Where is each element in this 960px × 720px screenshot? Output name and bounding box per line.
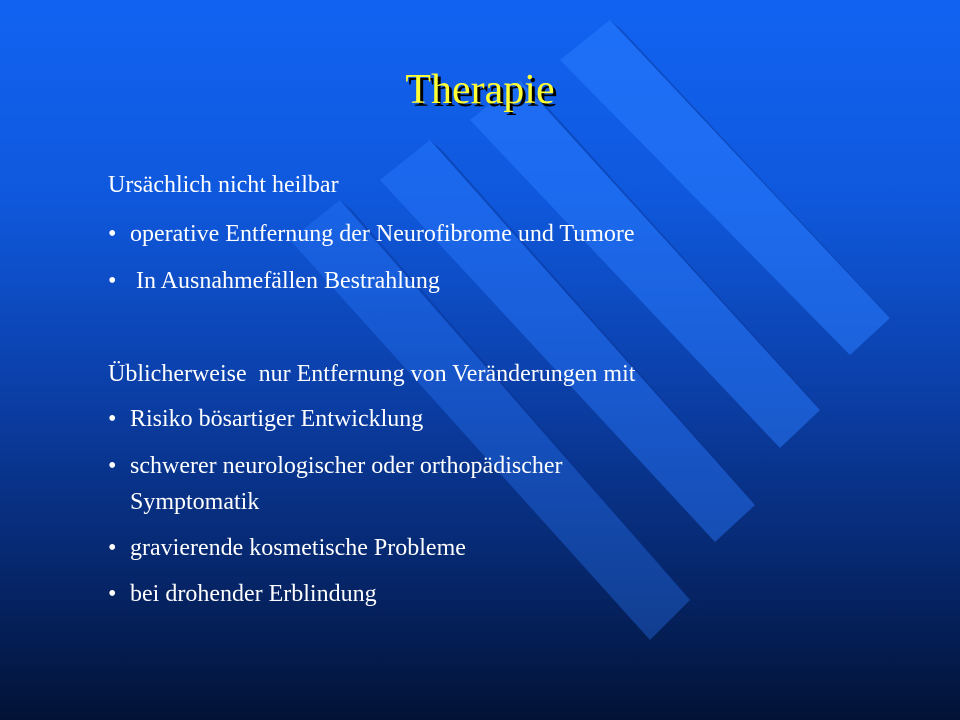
slide-title: Therapie (405, 67, 555, 113)
bullet-dot: • (108, 535, 117, 561)
bullet-dot: • (108, 453, 117, 479)
bullet-text: In Ausnahmefällen Bestrahlung (130, 268, 440, 294)
bullet-text: operative Entfernung der Neurofibrome und Tumore (130, 221, 635, 247)
bullet-dot: • (108, 268, 117, 294)
bullet-text: gravierende kosmetische Probleme (130, 535, 466, 561)
bullet-text-continuation: Symptomatik (130, 489, 260, 515)
bullet-dot: • (108, 406, 117, 432)
subheading-text: Üblicherweise nur Entfernung von Veränderungen mit (108, 361, 636, 387)
bullet-text: Risiko bösartiger Entwicklung (130, 406, 424, 432)
intro-text: Ursächlich nicht heilbar (108, 172, 339, 198)
bullet-text: schwerer neurologischer oder orthopädischer (130, 453, 563, 479)
bullet-dot: • (108, 581, 117, 607)
bullet-text: bei drohender Erblindung (130, 581, 377, 607)
bullet-dot: • (108, 221, 117, 247)
